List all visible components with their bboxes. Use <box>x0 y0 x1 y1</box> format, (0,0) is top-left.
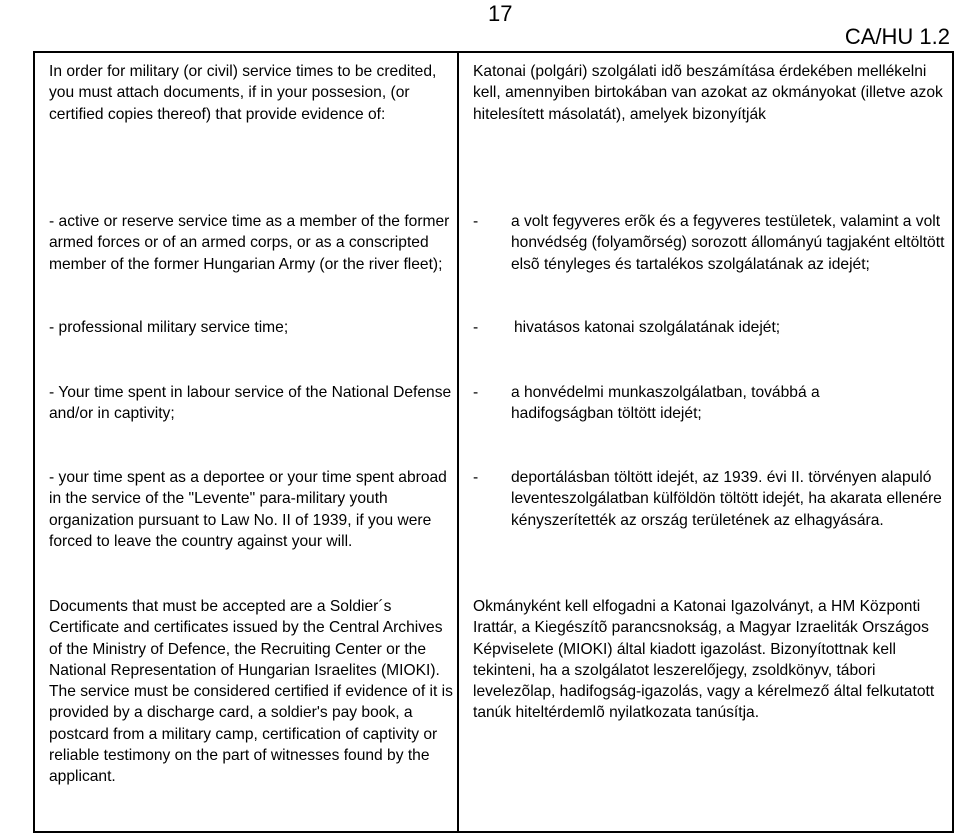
list-dash: - <box>473 319 479 336</box>
right-item-armed-forces <box>473 211 948 275</box>
right-documents: Okmányként kell elfogadni a Katonai Igazolványt, a HM Központi Irattár, a Kiegészítõ parancsnokság, a Magyar Izraeliták Országos Képviselete (MIOKI) által kiadott igazolást. Bizonyítottnak kell tekinteni, ha a szolgálatot leszerelőjegy, zsoldkönyv, tábori levelezõlap, hadifogság-igazolás, vagy a kérelmező által felkutatott tanúk hiteltérdemlõ nyilatkozata tanúsítja. <box>473 598 935 722</box>
list-dash: - <box>473 213 479 230</box>
left-item-deportee: - your time spent as a deportee or your time spent abroad in the service of the "Levente" para-military youth organization pursuant to Law No. II of 1939, if you were forced to leave the country against your will. <box>49 469 447 550</box>
right-item-deportee <box>473 467 948 531</box>
document-code: CA/HU 1.2 <box>844 24 950 49</box>
list-dash: - <box>473 469 479 486</box>
left-item-labour-service: - Your time spent in labour service of the National Defense and/or in captivity; <box>49 384 452 423</box>
left-documents: Documents that must be accepted are a Soldier´s Certificate and certificates issued by the Central Archives of the Ministry of Defence, the Recruiting Center or the National Representation of Hungarian Israelites (MIOKI). The service must be considered certified if evidence of it is provided by a discharge card, a soldier's pay book, a postcard from a military camp, certification of captivity or reliable testimony on the part of witnesses found by the applicant. <box>49 598 453 786</box>
left-item-armed-forces: - active or reserve service time as a member of the former armed forces or of an armed corps, or as a conscripted member of the former Hungarian Army (or the river fleet); <box>49 213 450 273</box>
right-item-professional-text: hivatásos katonai szolgálatának idejét; <box>514 319 781 336</box>
right-item-armed-forces-text: a volt fegyveres erõk és a fegyveres testületek, valamint a volt honvédség (folyamõrség) sorozott állományú tagjaként eltöltött elsõ tényleges és tartalékos szolgálatának az idejét; <box>511 213 945 273</box>
right-item-professional <box>473 317 948 338</box>
list-dash: - <box>473 384 479 401</box>
column-divider <box>457 51 459 833</box>
left-intro: In order for military (or civil) service times to be credited, you must attach documents, if in your possesion, (or certified copies thereof) that provide evidence of: <box>49 63 437 123</box>
right-item-deportee-text: deportálásban töltött idejét, az 1939. évi II. törvényen alapuló leventeszolgálatban külföldön töltött idejét, ha akarata ellenére kényszerítették az ország területének az elhagyására. <box>511 469 942 529</box>
page-number: 17 <box>488 1 513 26</box>
right-intro: Katonai (polgári) szolgálati idõ beszámítása érdekében mellékelni kell, amennyiben birtokában van azokat az okmányokat (illetve azok hitelesített másolatát), amelyek bizonyítják <box>473 63 943 123</box>
right-item-labour-service <box>473 382 948 425</box>
right-item-labour-service-text: a honvédelmi munkaszolgálatban, továbbá a hadifogságban töltött idejét; <box>511 384 820 423</box>
left-item-professional: - professional military service time; <box>49 319 289 336</box>
